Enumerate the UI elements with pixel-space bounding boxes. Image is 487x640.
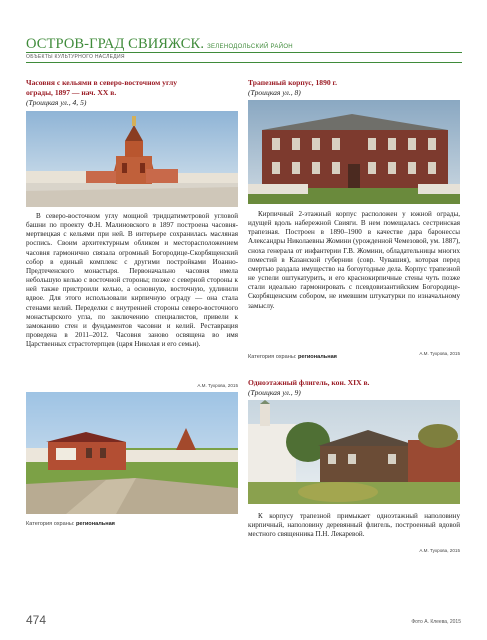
chapel-photo-2 [26, 392, 238, 514]
chapel-category: Категория охраны: региональная [26, 521, 115, 527]
header-divider-lower [26, 62, 462, 63]
chapel-credit: А.М. Тухрова, 2015 [197, 383, 238, 388]
refectory-credit: А.М. Тухрова, 2015 [419, 351, 460, 356]
page-subtitle: ОБЪЕКТЫ КУЛЬТУРНОГО НАСЛЕДИЯ [26, 54, 125, 60]
refectory-title: Трапезный корпус, 1890 г. [248, 78, 338, 87]
photo-credit: Фото А. Клеева, 2015 [411, 619, 461, 625]
page-number: 474 [26, 613, 47, 627]
wing-paragraph: К корпусу трапезной примыкает одноэтажный наполовину кирпичный, наполовину деревянный флигель, построенный вдовой местного священника П.Н. Лекаревой. [248, 512, 460, 539]
refectory-address: (Троицкая ул., 8) [248, 88, 301, 97]
wing-photo [248, 400, 460, 504]
refectory-photo [248, 100, 460, 204]
wing-title: Одноэтажный флигель, кон. XIX в. [248, 378, 370, 387]
chapel-address: (Троицкая ул., 4, 5) [26, 98, 87, 107]
chapel-title: Часовня с кельями в северо-восточном углу ограды, 1897 — нач. XX в. [26, 78, 178, 97]
wing-address: (Троицкая ул., 9) [248, 388, 301, 397]
wing-credit: А.М. Тухрова, 2015 [419, 548, 460, 553]
chapel-paragraph: В северо-восточном углу мощной тридцатиметровой угловой башни по проекту Ф.Н. Малиновского в 1897 построена часовня-мертвецкая с кельями при ней. В интерьере сохранилась масляная роспись. Своим архитектурным обликом и месторасположением часовня гармонично связала огромный Богородице-Скорбященский собор в единый комплекс с другими постройками Иоанно-Предтеченского монастыря. Первоначально часовня имела небольшую келью с восточной стороны; позже с северной стороны к ней также пристроили келью, а основную, восточную, удлинили вдвое. Для этого использовали кирпичную ограду — она стала стенами келий. Переделки с внутренней стороны северо-восточного монастырского угла, по заключению специалистов, привели к замоканию стен и фундаментов часовни и келий. Реставрация проведена в 2011–2012. Часовня заново освящена во имя Царственных страстотерпцев (царя Николая и его семьи). [26, 212, 238, 349]
district-label: ЗЕЛЕНОДОЛЬСКИЙ РАЙОН [207, 44, 293, 50]
refectory-paragraph: Кирпичный 2-этажный корпус расположен у южной ограды, идущей вдоль набережной Свияги. В нем помещалась сестринская трапезная. Построен в 1890–1900 в качестве дара баронессы Александры Николаевны Жомини (урожденной Чемезовой, ум. 1887), сноха генерала от инфантерии Г.В. Жомини, обладательницы многих поместий в Казанской губернии (совр. Чувашия), которая перед смертью раздала имущество на богоугодные дела. Корпус трапезной не успели оштукатурить, и его краснокирпичные стены чуть позже стали идеально гармонировать с псевдовизантийским Богородице-Скорбященским собором, не имевшим штукатурки по изначальному замыслу. [248, 210, 460, 310]
refectory-category: Категория охраны: региональная [248, 354, 337, 360]
header-divider [26, 52, 462, 53]
page-title: ОСТРОВ-ГРАД СВИЯЖСК. ЗЕЛЕНОДОЛЬСКИЙ РАЙОН [26, 36, 293, 52]
chapel-photo [26, 111, 238, 207]
